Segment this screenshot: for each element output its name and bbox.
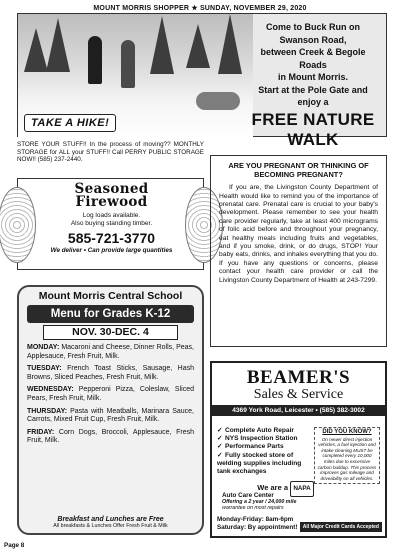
napa-logo-icon: NAPA (290, 481, 314, 497)
service-label: Complete Auto Repair (225, 427, 294, 434)
menu-day (27, 344, 194, 361)
beamers-subtitle: Sales & Service (253, 387, 344, 402)
day-label: TUESDAY: (27, 365, 62, 373)
tree-icon (46, 18, 70, 72)
free-meals-note: Breakfast and Lunches are Free (57, 516, 164, 523)
tree-icon (218, 14, 242, 74)
menu-title: Menu for Grades K-12 (27, 305, 194, 323)
menu-dates: NOV. 30-DEC. 4 (43, 325, 178, 340)
school-title: Mount Morris Central School (38, 290, 183, 302)
business-hours (217, 516, 297, 532)
school-menu (17, 285, 204, 535)
hike-line: Start at the Pole Gate and enjoy a (258, 84, 368, 107)
day-label: FRIDAY: (27, 428, 55, 436)
dog-figure (196, 92, 240, 110)
hikers-photo (18, 14, 253, 138)
menu-day (27, 386, 194, 403)
warranty-line: warrantee on most repairs (222, 505, 284, 511)
warranty-line: Offering a 2 year / 24,000 mile (222, 499, 297, 505)
hiker-figure (121, 40, 135, 88)
firewood-sub: Log loads available. (82, 212, 141, 219)
menu-list (19, 340, 202, 446)
hours-weekday: Monday-Friday: 8am-6pm (217, 516, 294, 523)
log-end-icon (0, 187, 36, 263)
beamers-name: BEAMER'S (246, 367, 351, 388)
hike-line: between Creek & Begole Roads (260, 47, 366, 70)
menu-day (27, 408, 194, 425)
auto-care-center: Auto Care Center (222, 492, 274, 499)
check-icon: ✓ (217, 451, 223, 459)
did-you-know-text: On newer direct injection vehicles, a fuel injection and intake cleaning MUST be completed every 10,000 miles due to excessive carbon buildup. This process improves gas mileage and driveability on all vehicles. (317, 436, 377, 481)
did-you-know-title: DID YOU KNOW? (322, 429, 372, 435)
hike-line: Swanson Road, (279, 34, 347, 45)
pregnancy-notice (210, 155, 387, 347)
storage-classified: STORE YOUR STUFF!! In the process of moving?? MONTHLY STORAGE for ALL your STUFF!! Call PERRY PUBLIC STORAGE NOW!! (585) 237-2440. (17, 141, 204, 164)
menu-footer (19, 516, 202, 529)
service-label: NYS Inspection Station (225, 435, 298, 443)
credit-cards-note: All Major Credit Cards Accepted (300, 522, 382, 532)
service-item (217, 452, 315, 477)
nature-walk-text (246, 21, 380, 149)
page-header: MOUNT MORRIS SHOPPER ★ SUNDAY, NOVEMBER 29, 2020 (93, 5, 307, 12)
day-items: French Toast Sticks, Sausage, Hash Browns, Sliced Peaches, Fresh Fruit, Milk. (27, 365, 194, 381)
walk-heading: WALK (287, 129, 339, 149)
fruit-milk-note: All breakfasts & Lunches Offer Fresh Fruit & Milk (53, 523, 168, 529)
firewood-title: Firewood (75, 194, 148, 210)
hike-line: in Mount Morris. (278, 72, 348, 82)
firewood-phone: 585-721-3770 (67, 230, 156, 246)
beamers-address: 4369 York Road, Leicester • (585) 382-3002 (212, 405, 385, 416)
hiker-figure (88, 36, 102, 84)
service-label: Fully stocked store of welding supplies including tank exchanges (217, 451, 302, 476)
did-you-know-box (314, 427, 380, 484)
check-icon: ✓ (217, 427, 223, 434)
menu-day (27, 429, 194, 446)
tree-icon (24, 28, 48, 72)
beamers-ad (210, 361, 387, 538)
nature-walk-ad (17, 13, 387, 149)
service-item (217, 443, 315, 451)
pregnancy-title: ARE YOU PREGNANT OR THINKING OF BECOMING PREGNANT? (228, 161, 369, 179)
menu-day (27, 365, 194, 382)
firewood-title: Seasoned (74, 181, 149, 197)
napa-block (222, 483, 314, 511)
service-item (217, 427, 315, 435)
day-label: MONDAY: (27, 344, 60, 351)
check-icon: ✓ (217, 435, 223, 443)
take-a-hike-badge: TAKE A HIKE! (24, 114, 116, 132)
services-list (217, 427, 315, 476)
day-items: Corn Dogs, Broccoli, Applesauce, Fresh Fruit, Milk. (27, 428, 194, 445)
day-label: THURSDAY: (27, 407, 68, 415)
page-number: Page 8 (4, 542, 25, 549)
we-are-a: We are a (257, 483, 288, 492)
firewood-delivery: We deliver • Can provide large quantities (50, 247, 173, 254)
pregnancy-body: If you are, the Livingston County Department of Health would like to remind you of the importance of prenatal care. Prenatal care is crucial to your baby's development. Please remember to see your health care provider regularly, take at least 400 micrograms of folic acid before and throughout your pregnancy, eat healthy meals including fruits and vegetables, and if you smoke, drink, or do drugs, STOP! Your baby eats, drinks, and inhales everything that you do. If you have any questions or concerns, please contact your health care provider or call the Livingston County Department of Health at 243-7299. (219, 184, 378, 284)
tree-icon (150, 16, 174, 74)
service-item (217, 435, 315, 443)
day-items: Macaroni and Cheese, Dinner Rolls, Peas, Applesauce, Fresh Fruit, Milk. (27, 344, 194, 360)
tree-icon (186, 24, 210, 68)
check-icon: ✓ (217, 443, 223, 451)
service-label: Performance Parts (225, 443, 284, 451)
hours-saturday: Saturday: By appointment! (217, 524, 298, 531)
free-nature-heading: FREE NATURE (251, 109, 375, 129)
hike-line: Come to Buck Run on (266, 22, 360, 32)
day-items: Pasta with Meatballs, Marinara Sauce, Carrots, Mixed Fruit Cup, Fresh Fruit, Milk. (27, 407, 194, 424)
firewood-ad (17, 178, 204, 270)
day-label: WEDNESDAY: (27, 386, 74, 394)
firewood-sub: Also buying standing timber. (70, 220, 153, 227)
day-items: Pepperoni Pizza, Coleslaw, Sliced Pears, Fresh Fruit, Milk. (27, 386, 194, 402)
